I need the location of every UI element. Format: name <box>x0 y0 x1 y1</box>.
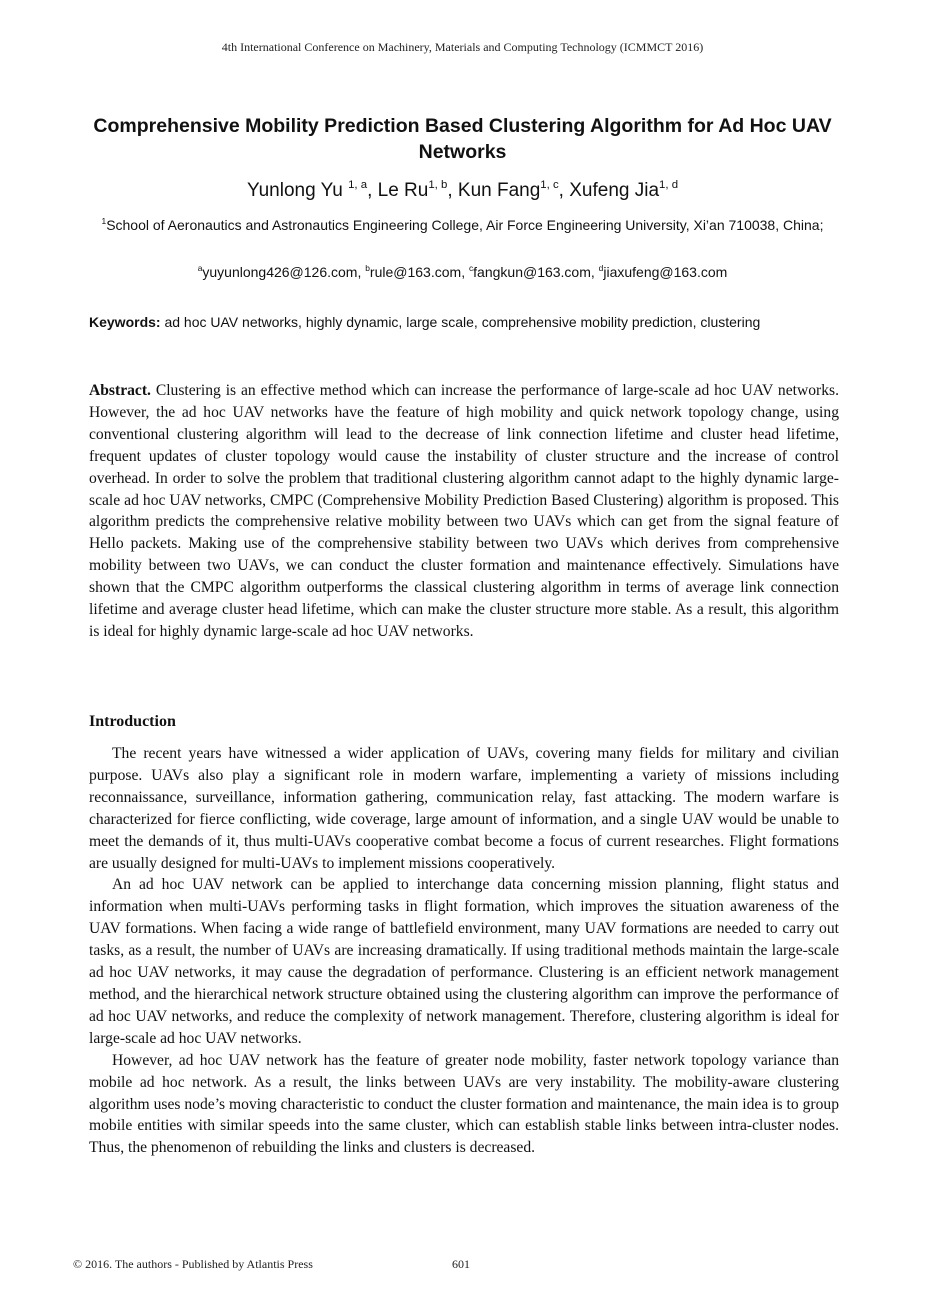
email-mark: a <box>197 263 203 274</box>
keywords-text: ad hoc UAV networks, highly dynamic, large scale, comprehensive mobility prediction, clustering <box>160 314 761 330</box>
section-heading-introduction: Introduction <box>89 713 176 730</box>
author-separator: , <box>558 180 570 201</box>
email-address[interactable]: yuyunlong426@126.com <box>202 264 358 280</box>
author-affil-mark: 1, b <box>428 179 448 192</box>
email-separator: , <box>461 264 469 280</box>
author-name: Kun Fang <box>457 180 541 201</box>
abstract-label: Abstract. <box>89 382 151 399</box>
paragraph: However, ad hoc UAV network has the feature of greater node mobility, faster network topology variance than mobile ad hoc network. As a result, the links between UAVs are very instability. The mobility-aware clustering algorithm uses node’s moving characteristic to conduct the cluster formation and maintenance, the main idea is to group mobile entities with similar speeds into the same cluster, which can establish stable links between intra-cluster nodes. Thus, the phenomenon of rebuilding the links and clusters is decreased. <box>89 1051 839 1157</box>
abstract <box>89 380 839 643</box>
author-separator: , <box>367 180 378 201</box>
author-name: Xufeng Jia <box>569 180 660 201</box>
running-head: 4th International Conference on Machinery, Materials and Computing Technology (ICMMCT 2016) <box>221 40 704 54</box>
abstract-text: Clustering is an effective method which can increase the performance of large-scale ad hoc UAV networks. However, the ad hoc UAV networks have the feature of high mobility and quick network topology change, using conventional clustering algorithm will lead to the decrease of link connection lifetime and cluster head lifetime, frequent updates of cluster topology would cause the instability of cluster structure and the increase of control overhead. In order to solve the problem that traditional clustering algorithm cannot adapt to the highly dynamic large-scale ad hoc UAV networks, CMPC (Comprehensive Mobility Prediction Based Clustering) algorithm is proposed. This algorithm predicts the comprehensive relative mobility between two UAVs which can get from the signal feature of Hello packets. Making use of the comprehensive stability between two UAVs which derives from comprehensive mobility between two UAVs, we can conduct the cluster formation and maintenance effectively. Simulations have shown that the CMPC algorithm outperforms the classical clustering algorithm in terms of average link connection lifetime and average cluster head lifetime, which can make the cluster structure more stable. As a result, this algorithm is ideal for highly dynamic large-scale ad hoc UAV networks. <box>89 382 839 640</box>
keywords-label: Keywords: <box>89 314 161 330</box>
affiliation-text: School of Aeronautics and Astronautics Engineering College, Air Force Engineering University, Xi’an 710038, China; <box>106 217 824 233</box>
footer-copyright: © 2016. The authors - Published by Atlantis Press <box>73 1257 313 1271</box>
author-name: Yunlong Yu <box>246 180 349 201</box>
email-separator: , <box>590 264 599 280</box>
keywords <box>89 313 839 332</box>
author-affil-mark: 1, a <box>348 179 368 192</box>
email-address[interactable]: jiaxufeng@163.com <box>603 264 728 280</box>
email-address[interactable]: rule@163.com <box>369 264 462 280</box>
email-separator: , <box>357 264 366 280</box>
author-list <box>0 180 925 202</box>
page-number: 601 <box>452 1257 470 1271</box>
author-name: Le Ru <box>377 180 429 201</box>
introduction-body <box>89 743 839 1159</box>
email-mark: c <box>468 263 474 274</box>
email-mark: d <box>598 263 604 274</box>
affiliation-mark: 1 <box>101 216 107 227</box>
author-affil-mark: 1, d <box>659 179 679 192</box>
paper-title: Comprehensive Mobility Prediction Based Clustering Algorithm for Ad Hoc UAV Networks <box>93 115 832 163</box>
email-mark: b <box>365 263 370 274</box>
author-separator: , <box>447 180 458 201</box>
paragraph: An ad hoc UAV network can be applied to interchange data concerning mission planning, flight status and information when multi-UAVs performing tasks in flight formation, which improves the situation awareness of the UAV formations. When facing a wide range of battlefield environment, many UAV formations are needed to carry out tasks, as a result, the number of UAVs are increasing dramatically. If using traditional methods maintain the large-scale ad hoc UAV networks, it may cause the degradation of performance. Clustering is an efficient network management method, and the hierarchical network structure obtained using the clustering algorithm can improve the performance of ad hoc UAV networks, and reduce the complexity of network management. Therefore, clustering algorithm is ideal for large-scale ad hoc UAV networks. <box>89 876 839 1047</box>
email-list <box>0 264 925 280</box>
email-address[interactable]: fangkun@163.com <box>473 264 591 280</box>
affiliation <box>80 216 845 235</box>
paragraph: The recent years have witnessed a wider application of UAVs, covering many fields for military and civilian purpose. UAVs also play a significant role in modern warfare, implementing a variety of missions including reconnaissance, surveillance, information gathering, communication relay, fast attacking. The modern warfare is characterized for fierce conflicting, wide coverage, large amount of information, and a single UAV would be unable to meet the demands of it, thus multi-UAVs cooperative combat become a focus of current researches. Flight formations are usually designed for multi-UAVs to implement missions cooperatively. <box>89 745 839 872</box>
author-affil-mark: 1, c <box>540 179 559 192</box>
